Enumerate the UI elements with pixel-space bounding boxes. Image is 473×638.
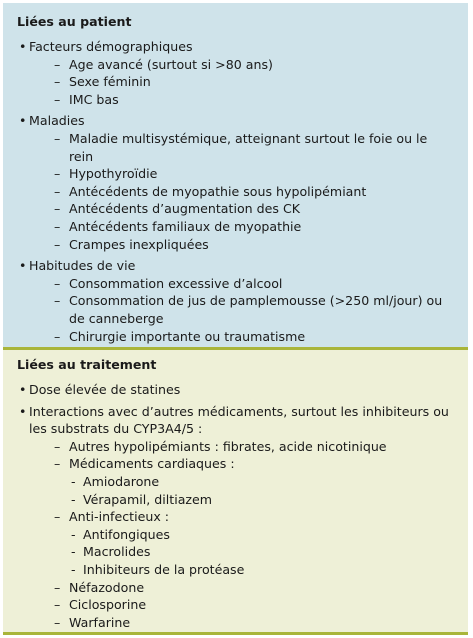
dash: – bbox=[54, 438, 61, 454]
bullet: • bbox=[19, 39, 27, 54]
list-item: – Néfazodone bbox=[54, 579, 145, 595]
list-item: – Ciclosporine bbox=[54, 597, 147, 613]
list-subitem: - Amiodarone bbox=[71, 473, 160, 489]
list-item: – Antécédents d’augmentation des CK bbox=[54, 201, 301, 217]
dash: – bbox=[54, 275, 61, 291]
dash: – bbox=[54, 130, 61, 146]
list-item: – Age avancé (surtout si >80 ans) bbox=[54, 56, 273, 72]
list-item: – Autres hypolipémiants : fibrates, acide nicotinique bbox=[54, 438, 387, 454]
dash: – bbox=[54, 328, 61, 344]
dash: – bbox=[54, 218, 61, 234]
group-label: Facteurs démographiques bbox=[29, 39, 193, 54]
list-item: – Chirurgie importante ou traumatisme bbox=[54, 328, 306, 344]
patient-risk-section bbox=[3, 3, 468, 347]
list-subitem: - Inhibiteurs de la protéase bbox=[71, 561, 245, 577]
dash: – bbox=[54, 456, 61, 472]
list-item: – Anti-infectieux : bbox=[54, 509, 170, 525]
hyphen: - bbox=[71, 544, 76, 560]
group-label: Interactions avec d’autres médicaments, surtout les inhibiteurs ou les substrats du CYP3A4/5 : bbox=[29, 403, 449, 437]
hyphen: - bbox=[71, 473, 76, 489]
group-label: Dose élevée de statines bbox=[29, 382, 181, 397]
list-item: – Sexe féminin bbox=[54, 74, 151, 90]
list-item: – Warfarine bbox=[54, 614, 131, 630]
group-interactions bbox=[3, 403, 468, 632]
dash: – bbox=[54, 166, 61, 182]
dash: – bbox=[54, 183, 61, 199]
hyphen: - bbox=[71, 491, 76, 507]
list-subitem: - Macrolides bbox=[71, 544, 151, 560]
list-item: – Maladie multisystémique, atteignant surtout le foie ou le rein bbox=[54, 130, 428, 164]
list-subitem: - Antifongiques bbox=[71, 526, 170, 542]
group-diseases bbox=[3, 112, 468, 253]
list-item: – Antécédents de myopathie sous hypolipémiant bbox=[54, 183, 367, 199]
list-item: – Médicaments cardiaques : bbox=[54, 456, 235, 472]
list-item: – Hypothyroïdie bbox=[54, 166, 158, 182]
dash: – bbox=[54, 236, 61, 252]
bullet: • bbox=[19, 258, 27, 274]
list-item: – Crampes inexpliquées bbox=[54, 236, 209, 252]
dash: – bbox=[54, 56, 61, 72]
patient-section-title: Liées au patient bbox=[17, 14, 132, 29]
dash: – bbox=[54, 201, 61, 217]
hyphen: - bbox=[71, 561, 76, 577]
hyphen: - bbox=[71, 526, 76, 542]
dash: – bbox=[54, 91, 61, 107]
bullet: • bbox=[19, 382, 27, 397]
dash: – bbox=[54, 293, 61, 309]
treatment-section-title: Liées au traitement bbox=[17, 357, 157, 372]
dash: – bbox=[54, 597, 61, 613]
list-item: – Consommation excessive d’alcool bbox=[54, 275, 283, 291]
bullet: • bbox=[19, 113, 27, 129]
dash: – bbox=[54, 579, 61, 595]
dash: – bbox=[54, 74, 61, 90]
group-label: Habitudes de vie bbox=[29, 258, 136, 274]
dash: – bbox=[54, 614, 61, 630]
list-item: – Consommation de jus de pamplemousse (>250 ml/jour) ou de canneberge bbox=[54, 293, 443, 326]
list-item: – Antécédents familiaux de myopathie bbox=[54, 218, 302, 234]
list-item: – IMC bas bbox=[54, 91, 119, 107]
bullet: • bbox=[19, 403, 27, 419]
group-label: Maladies bbox=[29, 113, 85, 129]
group-demographics bbox=[3, 38, 468, 108]
dash: – bbox=[54, 509, 61, 525]
treatment-risk-section bbox=[3, 347, 468, 635]
list-subitem: - Vérapamil, diltiazem bbox=[71, 491, 213, 507]
group-dose bbox=[3, 381, 468, 399]
